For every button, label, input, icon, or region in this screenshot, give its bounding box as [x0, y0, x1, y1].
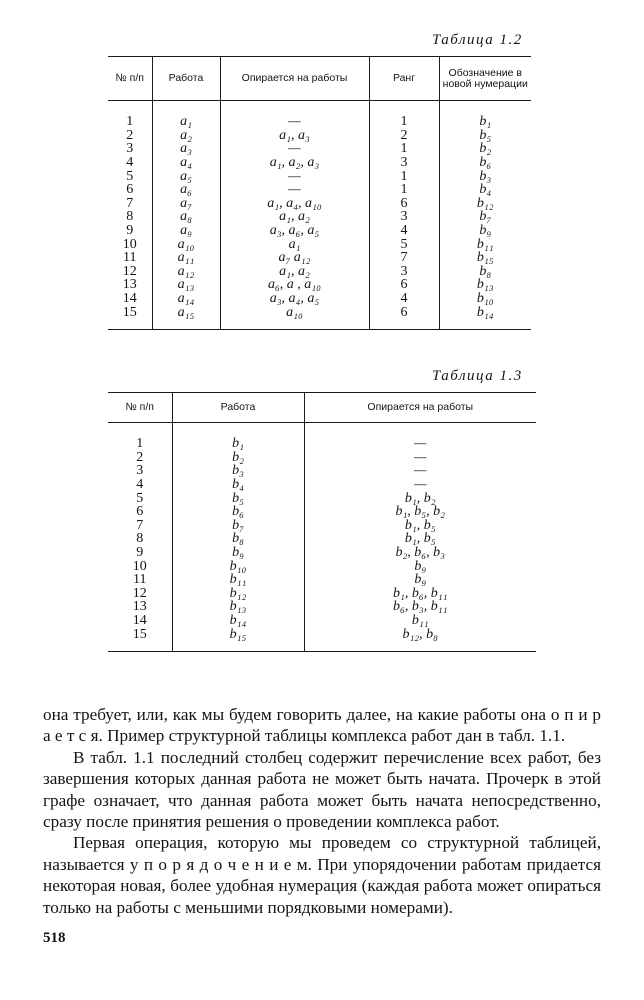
table-cell: 1 — [369, 169, 439, 183]
col-header-depends: Опирается на работы — [220, 57, 369, 101]
table-cell: b₈ — [172, 532, 304, 546]
table-cell: 6 — [108, 505, 172, 519]
table-cell: a₈ — [152, 210, 220, 224]
table-padding-row — [108, 319, 531, 330]
table-cell: 9 — [108, 224, 152, 238]
table-cell: b₃ — [172, 464, 304, 478]
table-cell: b₉ — [479, 223, 492, 239]
table-cell: a₁₄ — [152, 292, 220, 306]
table-cell: b₁, b₅ — [404, 531, 436, 547]
table-cell: 1 — [369, 115, 439, 129]
table-cell: 13 — [108, 600, 172, 614]
table-cell: b₁₃ — [172, 600, 304, 614]
table-row — [108, 464, 536, 478]
table-cell: 7 — [369, 251, 439, 265]
table-cell: a₁ — [152, 115, 220, 129]
table-cell: b₁₁ — [172, 573, 304, 587]
table-cell: a₁ — [220, 237, 369, 251]
table-cell: 9 — [108, 546, 172, 560]
table-cell: b₆ — [479, 155, 492, 171]
table-cell: 1 — [108, 437, 172, 451]
table-cell: — — [414, 477, 427, 493]
table-cell: 3 — [108, 464, 172, 478]
table-row — [108, 224, 531, 238]
table-1-3-caption: Таблица 1.3 — [432, 368, 523, 384]
col-header-new-numbering: Обозначение в новой нумерации — [439, 57, 531, 101]
table-row — [108, 305, 531, 319]
table-cell: b₁₂, b₈ — [402, 626, 439, 642]
col-header-number: № п/п — [108, 393, 172, 423]
table-row — [108, 451, 536, 465]
page-number: 518 — [43, 930, 66, 946]
table-row — [108, 519, 536, 533]
table-cell: b₁₄ — [172, 614, 304, 628]
col-header-number: № п/п — [108, 57, 152, 101]
table-cell: 11 — [108, 251, 152, 265]
table-1-2-body — [108, 101, 531, 330]
table-cell: b₁₀ — [172, 559, 304, 573]
table-cell: 4 — [108, 156, 152, 170]
table-cell: b₁, b₂ — [404, 490, 436, 506]
table-cell: a₁, a₃ — [220, 129, 369, 143]
table-cell: 3 — [369, 156, 439, 170]
table-row — [108, 265, 531, 279]
table-cell: 4 — [369, 224, 439, 238]
table-row — [108, 115, 531, 129]
table-1-2 — [108, 56, 531, 330]
table-row — [108, 183, 531, 197]
table-cell: 12 — [108, 587, 172, 601]
table-cell: a₁, a₂ — [220, 265, 369, 279]
table-cell: 7 — [108, 519, 172, 533]
table-row — [108, 197, 531, 211]
table-row — [108, 587, 536, 601]
table-cell: a₉ — [152, 224, 220, 238]
table-cell: 1 — [108, 115, 152, 129]
table-cell: 6 — [369, 278, 439, 292]
table-cell: 3 — [108, 142, 152, 156]
table-cell: 5 — [108, 491, 172, 505]
table-row — [108, 478, 536, 492]
table-cell: 6 — [369, 197, 439, 211]
table-cell: b₃ — [479, 168, 492, 184]
col-header-work: Работа — [152, 57, 220, 101]
table-cell: 10 — [108, 237, 152, 251]
table-cell: b₁₂ — [476, 195, 494, 211]
table-cell: b₁₅ — [476, 250, 494, 266]
table-row — [108, 156, 531, 170]
table-cell: b₉ — [414, 572, 427, 588]
table-cell: b₂ — [172, 451, 304, 465]
col-header-work: Работа — [172, 393, 304, 423]
table-cell: — — [220, 115, 369, 129]
table-cell: a₂ — [152, 129, 220, 143]
table-cell: a₅ — [152, 169, 220, 183]
table-cell: 12 — [108, 265, 152, 279]
table-cell: 4 — [108, 478, 172, 492]
table-cell: a₁, a₂ — [220, 210, 369, 224]
table-row — [108, 278, 531, 292]
paragraph-2: В табл. 1.1 последний столбец содержит перечисление всех работ, без завершения которых данная работа не может быть начата. Прочерк в этой графе означает, что данная работа может быть начата непосредственно, сразу после принятия решения о проведении комплекса работ. — [43, 747, 601, 832]
table-1-3 — [108, 392, 536, 652]
table-cell: b₁₁ — [411, 613, 429, 629]
table-cell: — — [220, 142, 369, 156]
table-cell: b₂, b₆, b₃ — [395, 545, 446, 561]
table-1-2-caption: Таблица 1.2 — [432, 32, 523, 48]
table-cell: — — [220, 183, 369, 197]
table-cell: b₁, b₆, b₁₁ — [393, 585, 448, 601]
table-cell: 1 — [369, 142, 439, 156]
table-cell: b₇ — [479, 209, 492, 225]
paragraph-3: Первая операция, которую мы проведем со структурной таблицей, называется у п о р я д о ч е н и е м. При упорядочении работам придается некоторая новая, более удобная нумерация (каждая работа может опираться только на работы с меньшими порядковыми номерами). — [43, 833, 601, 917]
table-cell: b₄ — [479, 182, 492, 198]
table-cell: a₆ — [152, 183, 220, 197]
table-cell: b₁₂ — [172, 587, 304, 601]
table-cell: 15 — [108, 627, 172, 641]
table-cell: — — [414, 436, 427, 452]
table-cell: b₂ — [479, 141, 492, 157]
table-cell: 2 — [108, 451, 172, 465]
table-cell: a₁₅ — [152, 305, 220, 319]
table-cell: 15 — [108, 305, 152, 319]
table-cell: a₃, a₆, a₅ — [220, 224, 369, 238]
table-cell: b₉ — [172, 546, 304, 560]
table-row — [108, 559, 536, 573]
table-cell: 11 — [108, 573, 172, 587]
table-row — [108, 627, 536, 641]
table-padding-row — [108, 641, 536, 652]
table-cell: a₁₁ — [152, 251, 220, 265]
table-cell: b₁₃ — [476, 277, 494, 293]
table-cell: 4 — [369, 292, 439, 306]
table-cell: — — [414, 449, 427, 465]
table-row — [108, 600, 536, 614]
table-row — [108, 169, 531, 183]
table-cell: 14 — [108, 292, 152, 306]
table-row — [108, 251, 531, 265]
table-cell: 7 — [108, 197, 152, 211]
table-cell: b₅ — [479, 127, 492, 143]
table-cell: a₁₀ — [152, 237, 220, 251]
col-header-rank: Ранг — [369, 57, 439, 101]
table-cell: a₁, a₄, a₁₀ — [220, 197, 369, 211]
table-cell: b₁₅ — [172, 627, 304, 641]
table-cell: a₆, a , a₁₀ — [220, 278, 369, 292]
table-cell: b₁₄ — [476, 304, 494, 320]
table-cell: b₅ — [172, 491, 304, 505]
table-cell: a₃ — [152, 142, 220, 156]
table-cell: 6 — [369, 305, 439, 319]
table-row — [108, 437, 536, 451]
table-cell: 3 — [369, 210, 439, 224]
table-cell: 13 — [108, 278, 152, 292]
table-cell: a₄ — [152, 156, 220, 170]
table-cell: 8 — [108, 210, 152, 224]
table-1-3-body — [108, 423, 536, 652]
table-cell: a₁₀ — [220, 305, 369, 319]
table-cell: a₁₂ — [152, 265, 220, 279]
table-cell: b₁₁ — [476, 236, 494, 252]
table-cell: b₁, b₅, b₂ — [395, 504, 446, 520]
table-row — [108, 505, 536, 519]
body-text — [43, 704, 601, 918]
table-cell: 5 — [108, 169, 152, 183]
table-cell: 14 — [108, 614, 172, 628]
table-cell: 2 — [369, 129, 439, 143]
table-cell: b₆ — [172, 505, 304, 519]
col-header-depends: Опирается на работы — [304, 393, 536, 423]
table-cell: a₃, a₄, a₅ — [220, 292, 369, 306]
table-row — [108, 210, 531, 224]
table-cell: a₇ — [152, 197, 220, 211]
table-cell: 3 — [369, 265, 439, 279]
table-row — [108, 292, 531, 306]
table-cell: 5 — [369, 237, 439, 251]
table-cell: b₁, b₅ — [404, 517, 436, 533]
table-cell: 2 — [108, 129, 152, 143]
table-row — [108, 573, 536, 587]
table-cell: b₇ — [172, 519, 304, 533]
table-cell: b₁₀ — [476, 291, 494, 307]
table-cell: — — [220, 169, 369, 183]
table-cell: a₇ a₁₂ — [220, 251, 369, 265]
table-row — [108, 532, 536, 546]
table-cell: 1 — [369, 183, 439, 197]
table-cell: b₉ — [414, 558, 427, 574]
table-row — [108, 237, 531, 251]
table-cell: b₈ — [479, 263, 492, 279]
table-cell: 6 — [108, 183, 152, 197]
table-row — [108, 129, 531, 143]
table-cell: a₁₃ — [152, 278, 220, 292]
table-cell: a₁, a₂, a₃ — [220, 156, 369, 170]
table-cell: b₁ — [479, 114, 492, 130]
paragraph-1: она требует, или, как мы будем говорить далее, на какие работы она о п и р а е т с я. Пример структурной таблицы комплекса работ дан в табл. 1.1. — [43, 705, 601, 746]
table-cell: b₆, b₃, b₁₁ — [393, 599, 448, 615]
table-row — [108, 491, 536, 505]
table-row — [108, 614, 536, 628]
table-cell: — — [414, 463, 427, 479]
table-cell: 8 — [108, 532, 172, 546]
table-cell: 10 — [108, 559, 172, 573]
table-cell: b₁ — [172, 437, 304, 451]
table-row — [108, 546, 536, 560]
table-row — [108, 142, 531, 156]
table-cell: b₄ — [172, 478, 304, 492]
